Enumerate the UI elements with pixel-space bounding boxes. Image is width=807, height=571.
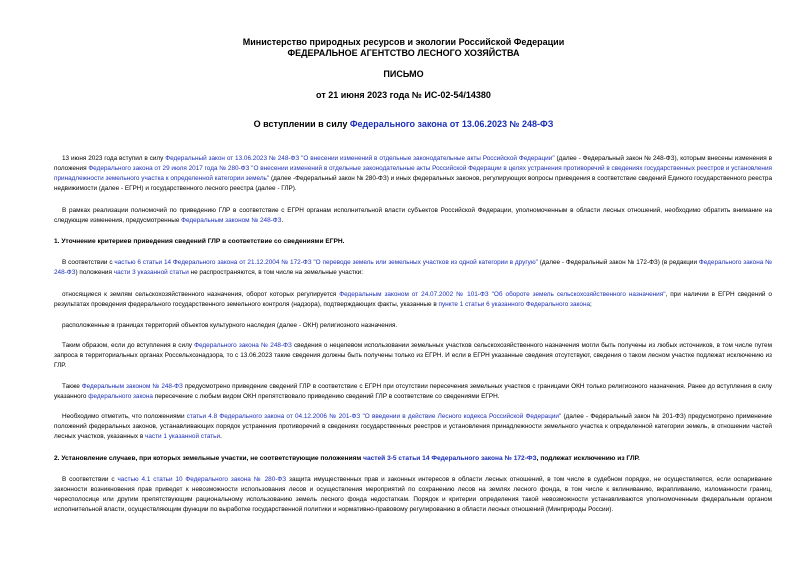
link-law-201-art4-8[interactable]: статьи 4.8 Федерального закона от 04.12.2006 № 201-ФЗ "О введении в действие Лесного кодекса Российской Федерации" [186, 413, 562, 420]
link-law-280[interactable]: Федерального закона от 29 июля 2017 года № 280-ФЗ "О внесении изменений в отдельные законодательные акты Российской Федерации в целях устранения противоречий в сведениях государственных реестров и установления принадлежности земельного участка к определенной категории земель" [54, 165, 772, 182]
paragraph-2 [54, 206, 772, 226]
link-federal-law[interactable]: федерального закона [88, 393, 153, 400]
document-type: ПИСЬМО [383, 69, 424, 79]
text: Также [62, 383, 82, 390]
text: 2. Установление случаев, при которых земельные участки, не соответствующие положениям [54, 455, 364, 462]
link-law-248[interactable]: Федеральный закон от 13.06.2023 № 248-ФЗ "О внесении изменений в отдельные законодательные акты Российской Федерации" [165, 155, 555, 162]
text: не распространяются, в том числе на земельные участки: [188, 269, 363, 276]
text: В соответствии с [62, 259, 115, 266]
title-law-link[interactable]: Федерального закона от 13.06.2023 № 248-ФЗ [349, 119, 554, 129]
document-title-prefix: О вступлении в силу [253, 119, 350, 129]
link-part-3[interactable]: части 3 указанной статьи [113, 269, 189, 276]
text: Таким образом, если до вступления в силу [62, 342, 195, 349]
agency-name: ФЕДЕРАЛЬНОЕ АГЕНТСТВО ЛЕСНОГО ХОЗЯЙСТВА [287, 48, 520, 58]
paragraph-4 [54, 290, 772, 310]
text: (далее -Федеральный закон № 280-ФЗ) и иных федеральных законов, регулирующих вопросы приведения в соответствие сведений Единого государственного реестра недвижимости (далее - ЕГРН) и государственного лесного реестра (далее - ГЛР). [54, 175, 772, 192]
ministry-name: Министерство природных ресурсов и экологии Российской Федерации [242, 37, 565, 47]
paragraph-9 [54, 475, 772, 515]
text: , подлежат исключению из ГЛР. [536, 455, 640, 462]
paragraph-6 [54, 341, 772, 371]
text: 13 июня 2023 года вступил в силу [62, 155, 166, 162]
text: ) положения [75, 269, 114, 276]
paragraph-3 [54, 258, 772, 278]
text: . [220, 433, 222, 440]
paragraph-5: расположенные в границах территорий объектов культурного наследия (далее - ОКН) религиозного назначения. [62, 322, 398, 329]
link-law-101[interactable]: Федеральным законом от 24.07.2002 № 101-ФЗ "Об обороте земель сельскохозяйственного назначения" [339, 291, 666, 298]
section-heading-2 [54, 454, 772, 464]
link-clause-1-art6[interactable]: пункте 1 статьи 6 указанного Федерального закона [438, 301, 591, 308]
link-law-172-art14[interactable]: частью 6 статьи 14 Федерального закона от 21.12.2004 № 172-ФЗ "О переводе земель или земельных участков из одной категории в другую" [114, 259, 538, 266]
text: относящиеся к землям сельскохозяйственного назначения, оборот которых регулируется [62, 291, 340, 298]
text: Необходимо отметить, что положениями [62, 413, 187, 420]
text: сведения о нецелевом использовании земельных участков сельскохозяйственного назначения могли быть получены из любых источников, в том числе путем запроса в территориальных органах Россельхознадзора, то с 13.06.2023 такие сведения должны быть получены только из ЕГРН. И если в ЕГРН указанные сведения отсутствуют, сведения о таком лесном участке подлежат исключению из ГЛР. [54, 342, 773, 369]
paragraph-1 [54, 154, 772, 194]
document-date-number: от 21 июня 2023 года № ИС-02-54/14380 [316, 90, 491, 100]
text: пересечение с любым видом ОКН препятствовало приведению сведений ГЛР в соответствие со сведениями ЕГРН. [152, 393, 500, 400]
paragraph-8 [54, 412, 772, 442]
text: . [281, 217, 284, 224]
text: В соответствии с [62, 476, 118, 483]
document-title [0, 119, 807, 129]
text: (далее - Федеральный закон № 248-ФЗ), которым внесены изменения в положения [54, 155, 772, 172]
link-law-248[interactable]: Федеральным законом № 248-ФЗ [81, 383, 183, 390]
text: , при наличии в ЕГРН сведений о результатах проведения федерального государственного земельного контроля (надзора), подтверждающих факты, указанные в [54, 291, 772, 308]
link-law-280-art10[interactable]: частью 4.1 статьи 10 Федерального закона № 280-ФЗ [117, 476, 287, 483]
text: ; [590, 301, 592, 308]
text: (далее - Федеральный закон № 201-ФЗ) предусмотрено применение положений федеральных законов, устанавливающих порядок устранения противоречий в сведениях государственных реестров и установления принадлежности земельного участка к определенной категории земель, в отношении частей лесных участков, указанных в [54, 413, 773, 440]
text: В рамках реализации полномочий по приведению ГЛР в соответствие с ЕГРН органам исполнительной власти субъектов Российской Федерации, уполномоченным в области лесных отношений, необходимо обратить внимание на следующие изменения, предусмотренные [54, 207, 772, 224]
text: защита имущественных прав и законных интересов в области лесных отношений, в том числе в судебном порядке, не осуществляется, если оспаривание законности возникновения прав приведет к невозможности использования лесов и осуществления мероприятий по сохранению лесов на землях лесного фонда, в том числе к вклиниванию, вкрапливанию, изломанности границ, чересполосице или другим препятствующим рациональному использованию земель лесного фонда недостаткам. Порядок и критерии определения такой невозможности устанавливаются уполномоченным федеральным органом исполнительной власти, осуществляющим функции по выработке государственной политики и нормативно-правовому регулированию в области лесных отношений (Минприроды России). [54, 476, 772, 513]
link-part-1[interactable]: части 1 указанной статьи [145, 433, 221, 440]
link-law-248[interactable]: Федеральным законом № 248-ФЗ [181, 217, 282, 224]
link-law-248[interactable]: Федерального закона № 248-ФЗ [54, 259, 773, 276]
link-law-248[interactable]: Федерального закона № 248-ФЗ [194, 342, 292, 349]
link-law-172-parts-3-5[interactable]: частей 3-5 статьи 14 Федерального закона № 172-ФЗ [363, 455, 537, 462]
text: предусмотрено приведение сведений ГЛР в соответствие с ЕГРН при отсутствии пересечения земельных участков с границами ОКН только религиозного назначения. Ранее до вступления в силу указанного [54, 383, 772, 400]
paragraph-7 [54, 382, 772, 402]
section-heading-1: 1. Уточнение критериев приведения сведений ГЛР в соответствие со сведениями ЕГРН. [54, 238, 345, 245]
text: (далее - Федеральный закон № 172-ФЗ) (в редакции [537, 259, 699, 266]
